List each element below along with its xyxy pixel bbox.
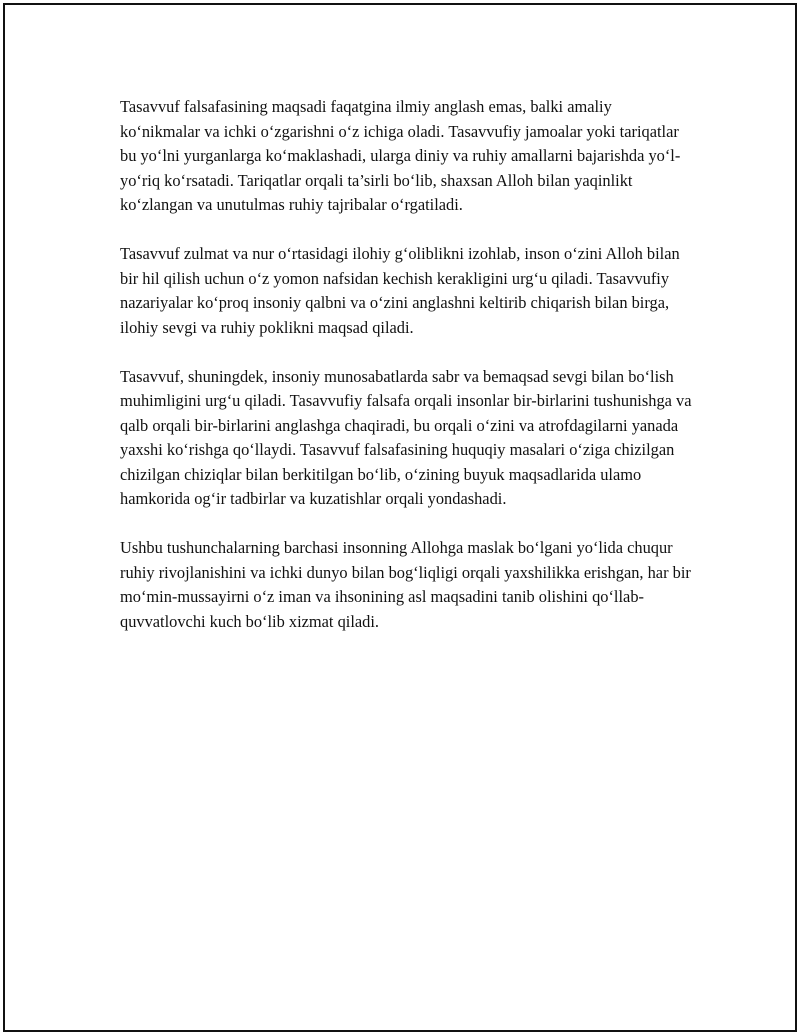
document-page xyxy=(3,3,797,1032)
document-body xyxy=(120,95,695,659)
paragraph-3: Tasavvuf, shuningdek, insoniy munosabatlarda sabr va bemaqsad sevgi bilan bo‘lish muhimligini urg‘u qiladi. Tasavvufiy falsafa orqali insonlar bir-birlarini tushunishga va qalb orqali bir-birlarini anglashga chaqiradi, bu orqali o‘zini va atrofdagilarni yanada yaxshi ko‘rishga qo‘llaydi. Tasavvuf falsafasining huquqiy masalari o‘ziga chizilgan chizilgan chiziqlar bilan berkitilgan bo‘lib, o‘zining buyuk maqsadlarida ulamo hamkorida og‘ir tadbirlar va kuzatishlar orqali yondashadi. xyxy=(120,366,692,508)
paragraph-2: Tasavvuf zulmat va nur o‘rtasidagi ilohiy g‘oliblikni izohlab, inson o‘zini Alloh bilan bir hil qilish uchun o‘z yomon nafsidan kechish kerakligini urg‘u qiladi. Tasavvufiy nazariyalar ko‘proq insoniy qalbni va o‘zini anglashni keltirib chiqarish bilan birga, ilohiy sevgi va ruhiy poklikni maqsad qiladi. xyxy=(120,244,680,337)
paragraph-4: Ushbu tushunchalarning barchasi insonning Allohga maslak bo‘lgani yo‘lida chuqur ruhiy rivojlanishini va ichki dunyo bilan bog‘liqligi orqali yaxshilikka erishgan, har bir mo‘min-mussayirni o‘z iman va ihsonining asl maqsadini tanib olishini qo‘llab-quvvatlovchi kuch bo‘lib xizmat qiladi. xyxy=(120,538,691,631)
paragraph-1: Tasavvuf falsafasining maqsadi faqatgina ilmiy anglash emas, balki amaliy ko‘nikmalar va ichki o‘zgarishni o‘z ichiga oladi. Tasavvufiy jamoalar yoki tariqatlar bu yo‘lni yurganlarga ko‘maklashadi, ularga diniy va ruhiy amallarni bajarishda yo‘l-yo‘riq ko‘rsatadi. Tariqatlar orqali ta’sirli bo‘lib, shaxsan Alloh bilan yaqinlikt ko‘zlangan va unutulmas ruhiy tajribalar o‘rgatiladi. xyxy=(120,97,681,214)
